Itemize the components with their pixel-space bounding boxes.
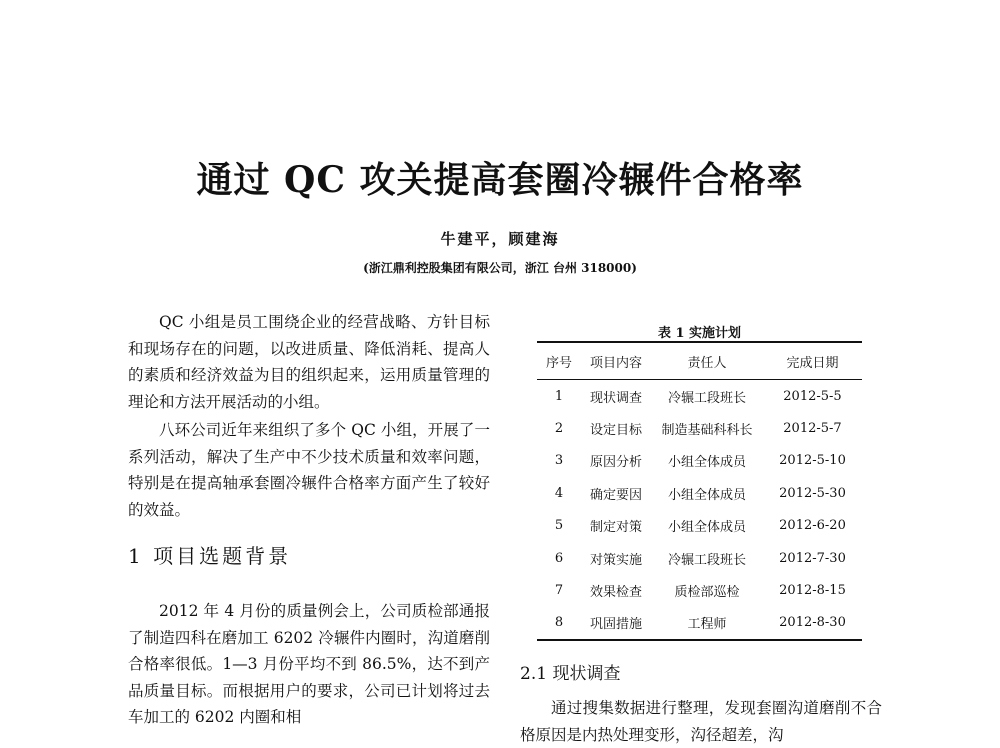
cell-seq: 7 — [554, 583, 564, 599]
cell-content: 现状调查 — [589, 390, 642, 406]
authors: 牛建平，顾建海 — [440, 230, 560, 248]
table-row — [537, 542, 862, 574]
cell-date: 2012-8-30 — [779, 615, 846, 631]
cell-content: 对策实施 — [589, 552, 642, 568]
cell-owner: 小组全体成员 — [667, 487, 746, 503]
cell-seq: 2 — [554, 421, 564, 437]
cell-content: 原因分析 — [589, 455, 642, 471]
table-row — [537, 445, 862, 477]
section21-paragraph: 通过搜集数据进行整理，发现套圈沟道磨削不合格原因是内热处理变形，沟径超差，沟 — [520, 699, 882, 744]
implementation-plan-table — [537, 341, 862, 641]
cell-owner: 工程师 — [687, 617, 727, 633]
table-caption: 表 1 实施计划 — [657, 326, 742, 341]
intro-paragraph-2: 八环公司近年来组织了多个 QC 小组，开展了一系列活动，解决了生产中不少技术质量和效率问题，特别是在提高轴承套圈冷辗件合格率方面产生了较好的效益。 — [128, 421, 490, 519]
cell-owner: 制造基础科科长 — [661, 423, 753, 439]
cell-owner: 冷辗工段班长 — [667, 552, 746, 568]
header-owner: 责任人 — [687, 355, 727, 371]
cell-seq: 6 — [554, 550, 564, 566]
cell-content: 确定要因 — [589, 487, 642, 503]
cell-seq: 3 — [554, 453, 564, 469]
cell-owner: 质检部巡检 — [674, 585, 740, 601]
table-row — [537, 510, 862, 542]
cell-date: 2012-5-30 — [779, 485, 846, 501]
affiliation: (浙江鼎利控股集团有限公司，浙江 台州 318000) — [363, 261, 637, 275]
section-heading-2-1: 2.1 现状调查 — [520, 664, 621, 684]
cell-owner: 小组全体成员 — [667, 455, 746, 471]
table-row — [537, 412, 862, 444]
cell-content: 制定对策 — [589, 520, 642, 536]
section1-paragraph: 2012 年 4 月份的质量例会上，公司质检部通报了制造四科在磨加工 6202 冷辗件内圈时，沟道磨削合格率很低。1—3 月份平均不到 86.5%，达不到产品质量目标。而根据用户的要求，公司已计划将过去车加工的 6202 内圈和相 — [128, 602, 490, 727]
header-date: 完成日期 — [786, 355, 839, 371]
paper-title: 通过 QC 攻关提高套圈冷辗件合格率 — [196, 159, 804, 201]
cell-seq: 1 — [554, 388, 564, 404]
table-row — [537, 607, 862, 640]
intro-paragraph-1: QC 小组是员工围绕企业的经营战略、方针目标和现场存在的问题，以改进质量、降低消耗、提高人的素质和经济效益为目的组织起来，运用质量管理的理论和方法开展活动的小组。 — [128, 313, 490, 411]
cell-date: 2012-5-10 — [779, 453, 846, 469]
table-header-row — [537, 342, 862, 380]
cell-seq: 5 — [554, 518, 564, 534]
cell-seq: 4 — [554, 485, 564, 501]
table-row — [537, 477, 862, 509]
cell-content: 设定目标 — [589, 423, 642, 439]
cell-date: 2012-7-30 — [779, 550, 846, 566]
cell-content: 巩固措施 — [589, 617, 642, 633]
cell-content: 效果检查 — [589, 585, 642, 601]
cell-owner: 冷辗工段班长 — [667, 390, 746, 406]
cell-date: 2012-5-7 — [783, 421, 842, 437]
cell-seq: 8 — [554, 615, 564, 631]
cell-owner: 小组全体成员 — [667, 520, 746, 536]
table-row — [537, 380, 862, 413]
table-row — [537, 574, 862, 606]
cell-date: 2012-6-20 — [779, 518, 846, 534]
header-content: 项目内容 — [589, 355, 642, 371]
cell-date: 2012-5-5 — [783, 388, 842, 404]
cell-date: 2012-8-15 — [779, 583, 846, 599]
header-seq: 序号 — [545, 355, 572, 371]
section-heading-1: 1 项目选题背景 — [128, 544, 292, 568]
